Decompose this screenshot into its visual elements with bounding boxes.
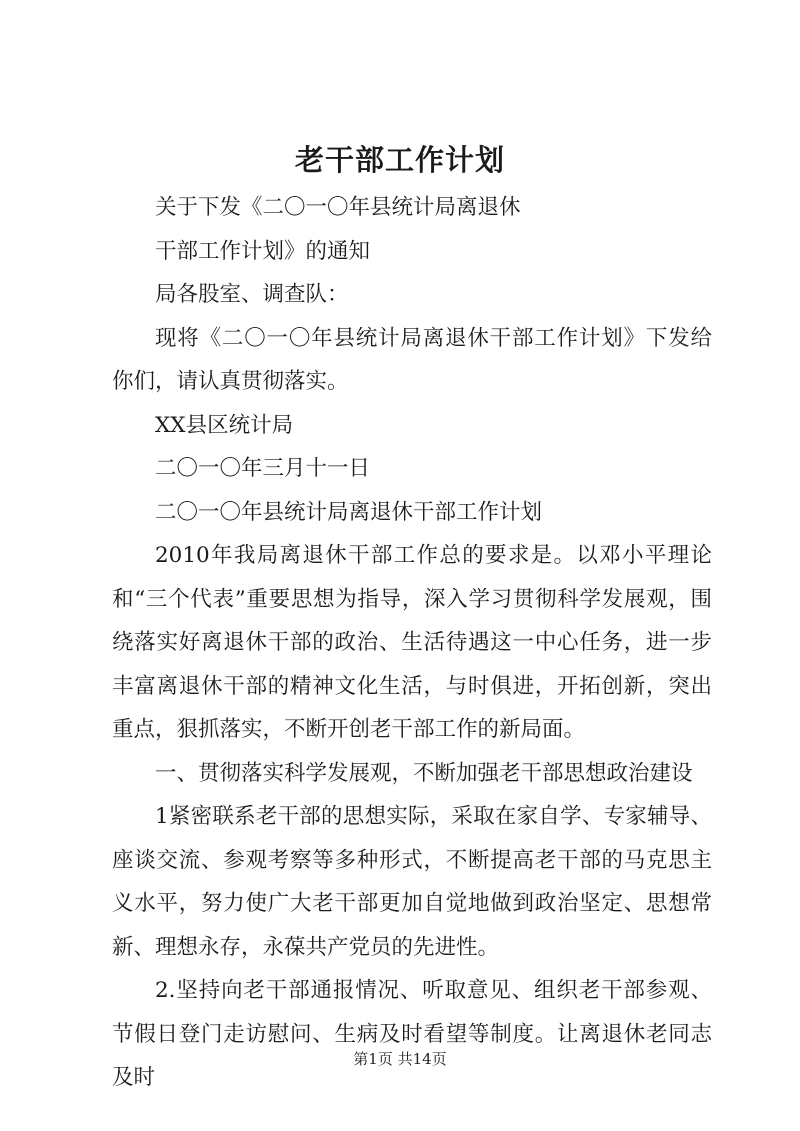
notice-heading-line-2: 干部工作计划》的通知 <box>155 238 371 264</box>
notice-body: 现将《二〇一〇年县统计局离退休干部工作计划》下发给你们，请认真贯彻落实。 <box>112 325 712 394</box>
issue-date: 二〇一〇年三月十一日 <box>155 456 371 481</box>
page-number-footer: 第1页 共14页 <box>353 1050 447 1068</box>
addressee: 局各股室、调查队： <box>155 282 349 307</box>
item-2-paragraph: 2.坚持向老干部通报情况、听取意见、组织老干部参观、节假日登门走访慰问、生病及时看望等制度。让离退休老同志及时 <box>112 978 712 1090</box>
document-body <box>112 186 712 1100</box>
notice-heading-line-1: 关于下发《二〇一〇年县统计局离退休 <box>155 195 521 220</box>
issuer: XX县区统计局 <box>155 412 294 438</box>
plan-intro-paragraph: 2010年我局离退休干部工作总的要求是。以邓小平理论和“三个代表”重要思想为指导，深入学习贯彻科学发展观，围绕落实好离退休干部的政治、生活待遇这一中心任务，进一步丰富离退休干部的精神文化生活，与时俱进，开拓创新，突出重点，狠抓落实，不断开创老干部工作的新局面。 <box>112 543 712 742</box>
item-1-paragraph: 1紧密联系老干部的思想实际，采取在家自学、专家辅导、座谈交流、参观考察等多种形式，不断提高老干部的马克思主义水平，努力使广大老干部更加自觉地做到政治坚定、思想常新、理想永存，永葆共产党员的先进性。 <box>112 804 712 960</box>
document-title: 老干部工作计划 <box>294 143 505 177</box>
section-heading-1: 一、贯彻落实科学发展观，不断加强老干部思想政治建设 <box>155 760 693 786</box>
plan-title: 二〇一〇年县统计局离退休干部工作计划 <box>155 499 543 525</box>
